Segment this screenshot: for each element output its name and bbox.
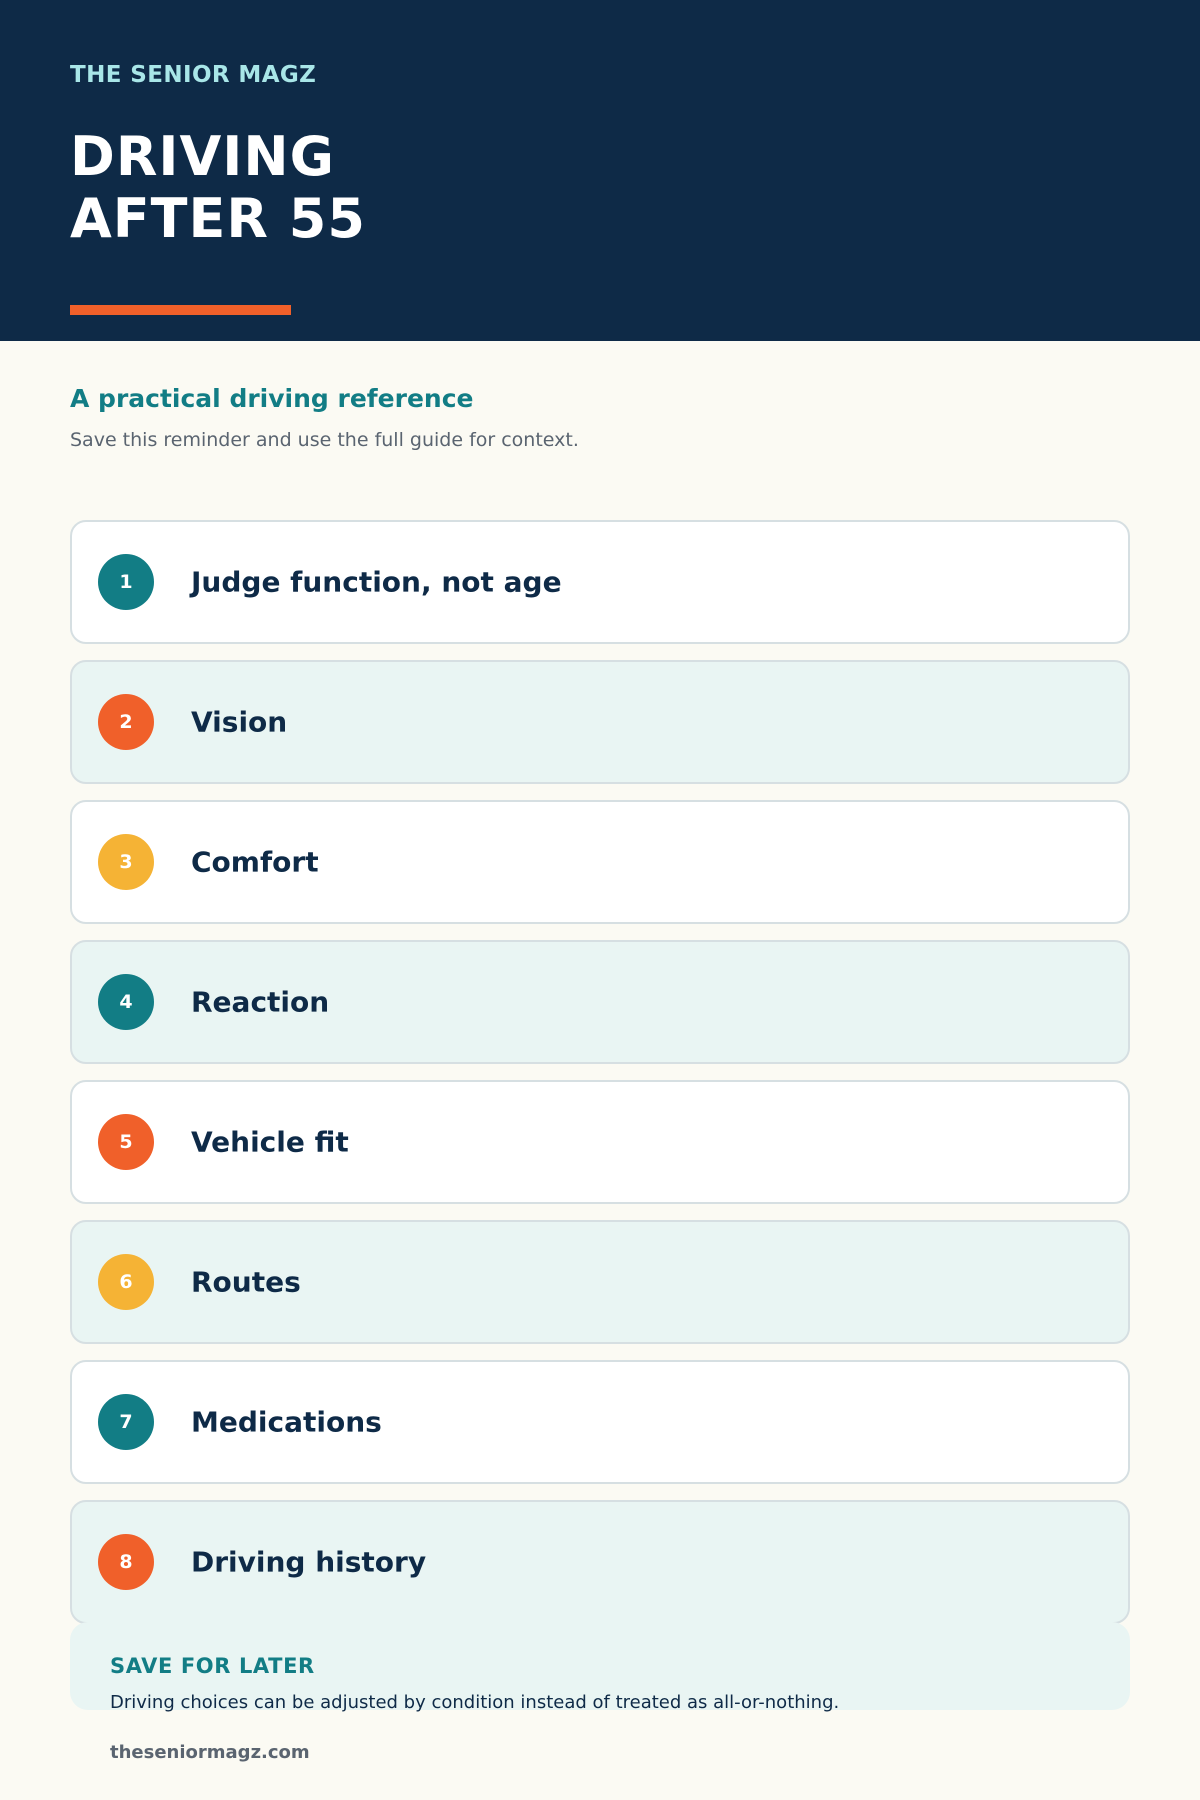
list-item [70, 800, 1130, 924]
checklist [70, 520, 1130, 1640]
callout-text: Driving choices can be adjusted by condition instead of treated as all-or-nothing. [110, 1692, 840, 1713]
section-subtitle: A practical driving reference [70, 384, 474, 413]
website-url: theseniormagz.com [110, 1742, 310, 1763]
page-title-line-1: DRIVING [70, 125, 335, 188]
item-label: Routes [191, 1265, 301, 1299]
number-badge: 3 [98, 834, 154, 890]
brand-name: THE SENIOR MAGZ [70, 62, 317, 88]
number-badge: 4 [98, 974, 154, 1030]
list-item [70, 1360, 1130, 1484]
header-banner [0, 0, 1200, 341]
list-item [70, 1080, 1130, 1204]
number-badge: 1 [98, 554, 154, 610]
item-label: Comfort [191, 845, 319, 879]
list-item [70, 1500, 1130, 1624]
intro-text: Save this reminder and use the full guide for context. [70, 429, 579, 451]
number-badge: 7 [98, 1394, 154, 1450]
number-badge: 6 [98, 1254, 154, 1310]
number-badge: 8 [98, 1534, 154, 1590]
page-title [70, 126, 366, 250]
callout-title: SAVE FOR LATER [110, 1654, 315, 1678]
number-badge: 5 [98, 1114, 154, 1170]
page-title-line-2: AFTER 55 [70, 187, 366, 250]
item-label: Judge function, not age [191, 565, 562, 599]
item-label: Reaction [191, 985, 330, 1019]
item-label: Driving history [191, 1545, 427, 1579]
list-item [70, 660, 1130, 784]
list-item [70, 1220, 1130, 1344]
item-label: Medications [191, 1405, 382, 1439]
list-item [70, 520, 1130, 644]
item-label: Vision [191, 705, 288, 739]
number-badge: 2 [98, 694, 154, 750]
accent-bar [70, 305, 291, 315]
list-item [70, 940, 1130, 1064]
item-label: Vehicle fit [191, 1125, 349, 1159]
